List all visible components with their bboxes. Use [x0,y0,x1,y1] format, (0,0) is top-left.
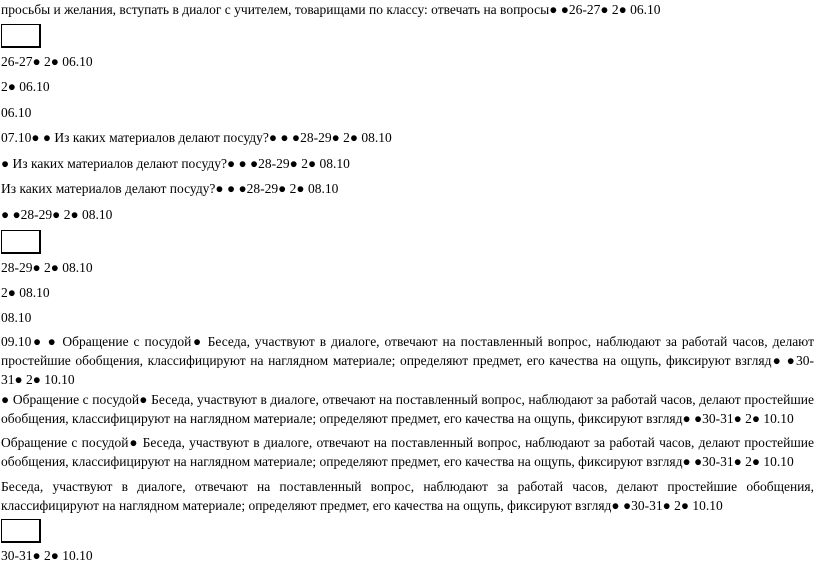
text-paragraph-4: Беседа, участвуют в диалоге, отвечают на поставленный вопрос, наблюдают за работай часов, делают простейшие обобщения, классифицируют на наглядном материале; определяют предмет, его качества на ощупь, фиксируют взгляд● ●30-31● 2● 10.10 [1,479,814,513]
text-paragraph-1: 09.10● ● Обращение с посудой● Беседа, участвуют в диалоге, отвечают на поставленный вопрос, наблюдают за работай часов, делают простейшие обобщения, классифицируют на наглядном материале; определяют предмет, его качества на ощупь, фиксируют взгляд● ●30-31● 2● 10.10 [1,334,814,387]
text-paragraph-2: ● Обращение с посудой● Беседа, участвуют в диалоге, отвечают на поставленный вопрос, наблюдают за работай часов, делают простейшие обобщения, классифицируют на наглядном материале; определяют предмет, его качества на ощупь, фиксируют взгляд● ●30-31● 2● 10.10 [1,392,814,426]
text-line-4: 06.10 [1,105,32,120]
text-paragraph-3: Обращение с посудой● Беседа, участвуют в диалоге, отвечают на поставленный вопрос, наблюдают за работай часов, делают простейшие обобщения, классифицируют на наглядном материале; определяют предмет, его качества на ощупь, фиксируют взгляд● ●30-31● 2● 10.10 [1,435,814,469]
text-line-3: 2● 06.10 [1,79,50,94]
text-line-11: 08.10 [1,310,32,325]
text-line-7: Из каких материалов делают посуду?● ● ●28-29● 2● 08.10 [1,181,339,196]
text-line-6: ● Из каких материалов делают посуду?● ● ●28-29● 2● 08.10 [1,156,350,171]
text-line-12: 30-31● 2● 10.10 [1,548,93,563]
text-line-1: просьбы и желания, вступать в диалог с учителем, товарищами по классу: отвечать на вопросы● ●26-27● 2● 06.10 [1,2,661,17]
empty-box-3 [1,519,41,543]
text-line-9: 28-29● 2● 08.10 [1,260,93,275]
text-line-8: ● ●28-29● 2● 08.10 [1,207,113,222]
empty-box-2 [1,230,41,254]
text-line-10: 2● 08.10 [1,285,50,300]
empty-box-1 [1,24,41,48]
text-line-5: 07.10● ● Из каких материалов делают посуду?● ● ●28-29● 2● 08.10 [1,130,392,145]
text-line-2: 26-27● 2● 06.10 [1,54,93,69]
